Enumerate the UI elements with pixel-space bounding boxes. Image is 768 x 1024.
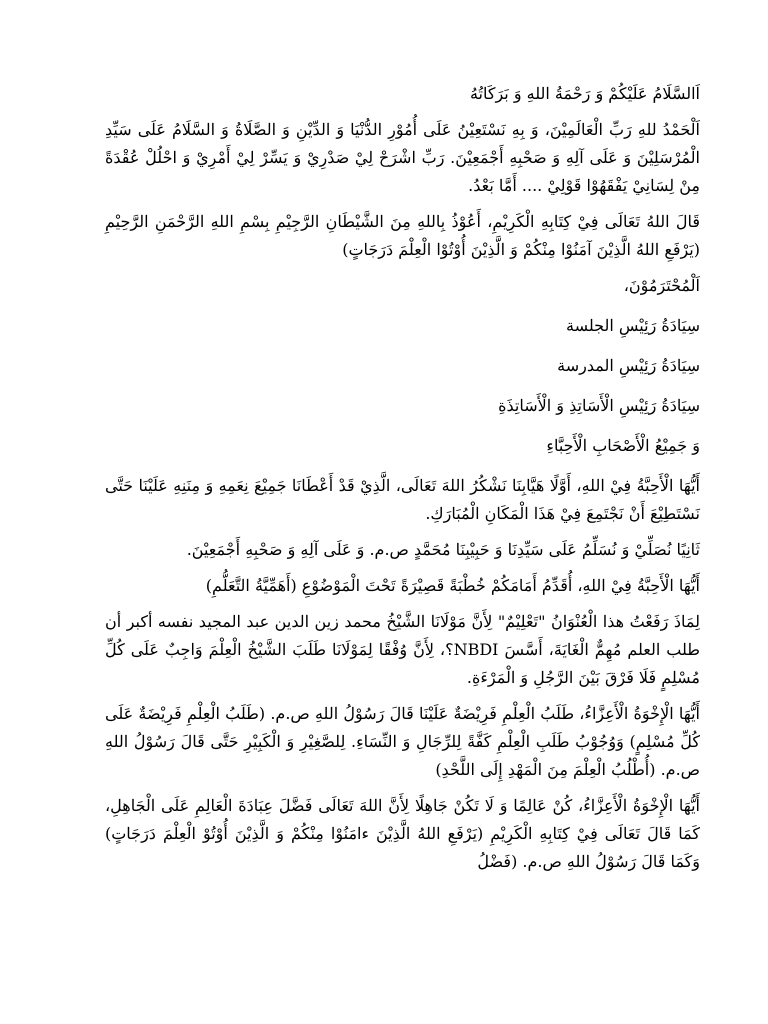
address-friends: وَ جَمِيْعُ الْأَصْحَابِ الْأَحِبَّاءِ bbox=[546, 436, 700, 455]
address-chair: سِيَادَةُ رَئِيْسِ الجلسة bbox=[566, 316, 700, 335]
topic-paragraph: أَيُّهَا الْأَحِبَّةُ فِيْ اللهِ، أُقَدِّمُ أَمَامَكُمْ خُطْبَةً قَصِيْرَةً تَحْتَ الْمَوْضُوْعِ (أَهَمِّيَّةُ التَّعَلُّمِ) bbox=[205, 576, 700, 595]
obligation-paragraph: أَيُّهَا الْإِخْوَةُ الْأَعِزَّاءُ، طَلَبُ الْعِلْمِ فَرِيْضَةٌ عَلَيْنَا قَالَ رَسُوْلُ اللهِ ص.م. (طَلَبُ الْعِلْمِ فَرِيْضَةٌ عَلَى كُلِّ مُسْلِمٍ) وَوُجُوْبُ طَلَبِ الْعِلْمِ كَفَّةً لِلرِّجَالِ وَ النِّسَاءِ. لِلصَّغِيْرِ وَ الْكَبِيْرِ حَتَّى قَالَ رَسُوْلُ اللهِ ص.م. (أُطْلُبُ الْعِلْمَ مِنَ الْمَهْدِ إِلَى اللَّحْدِ) bbox=[105, 704, 700, 779]
greeting: اَالسَّلَامُ عَلَيْكُمْ وَ رَحْمَةُ اللهِ وَ بَرَكَاتُهُ bbox=[469, 84, 700, 103]
reason-paragraph: لِمَاذَ رَفَعْتُ هذا الْعُنْوَانُ "تَعْلِيْمٌ" لِأَنَّ مَوْلَانَا الشَّيْخُ محمد زين الدين عبد المجيد نفسه أكبر أن طلب العلم مُهِمٌّ الْغَايَةَ، أَسَّسَ NBDI؟، لِأَنَّ وُفْقًا لِمَوْلَانَا طَلَبَ الشَّيْخُ الْعِلْمَ وَاجِبٌ عَلَى كُلِّ مُسْلِمٍ فَلَا فَرْقَ بَيْنَ الرَّجُلِ وَ الْمَرْءَةِ. bbox=[105, 612, 701, 687]
quran-quote: قَالَ اللهُ تَعَالَى فِيْ كِتَابِهِ الْكَرِيْمِ، أَعُوْذُ بِاللهِ مِنَ الشَّيْطَانِ الرَّجِيْمِ بِسْمِ اللهِ الرَّحْمَنِ الرَّحِيْمِ (يَرْفَعِ اللهُ الَّذِيْنَ آمَنُوْا مِنْكُمْ وَ الَّذِيْنَ أُوْتُوْا الْعِلْمَ دَرَجَاتٍ) bbox=[105, 212, 700, 259]
thanks-paragraph: أَيُّهَا الْأَحِبَّةُ فِيْ اللهِ، أَوَّلًا هَيَّابِنَا نَشْكُرُ اللهَ تَعَالَى، الَّذِيْ قَدْ أَعْطَانَا جَمِيْعَ نِعَمِهِ وَ مِنَنِهِ عَلَيْنَا حَتَّى نَسْتَطِيْعَ أَنْ نَجْتَمِعَ فِيْ هَذَا الْمَكَانِ الْمُبَارَكِ. bbox=[105, 476, 700, 523]
address-teachers: سِيَادَةُ رَئِيْسِ الْأَسَاتِذِ وَ الْأَسَاتِذَةِ bbox=[498, 396, 700, 415]
document-body bbox=[105, 80, 700, 884]
salawat-paragraph: ثَانِيًا نُصَلِّيْ وَ نُسَلِّمُ عَلَى سَيِّدِنَا وَ حَبِيْبِنَا مُحَمَّدٍ ص.م. وَ عَلَى آلِهِ وَ صَحْبِهِ أَجْمَعِيْنَ. bbox=[186, 540, 700, 559]
salutation: اَلْمُحْتَرَمُوْنَ، bbox=[623, 276, 700, 295]
virtue-paragraph: أَيُّهَا الْإِخْوَةُ الْأَعِزَّاءُ، كُنْ عَالِمًا وَ لَا تَكُنْ جَاهِلًا لِأَنَّ اللهَ تَعَالَى فَضَّلَ عِبَادَةَ الْعَالِمِ عَلَى الْجَاهِلِ، كَمَا قَالَ تَعَالَى فِيْ كِتَابِهِ الْكَرِيْمِ (يَرْفَعِ اللهُ الَّذِيْنَ ءامَنُوْا مِنْكُمْ وَ الَّذِيْنَ أُوْتُوْ الْعِلْمَ دَرَجَاتٍ) وَكَمَا قَالَ رَسُوْلُ اللهِ ص.م. (فَضْلُ bbox=[105, 796, 700, 871]
address-school-head: سِيَادَةُ رَئِيْسِ المدرسة bbox=[557, 356, 700, 375]
opening-praise: اَلْحَمْدُ للهِ رَبِّ الْعَالَمِيْنَ، وَ بِهِ نَسْتَعِيْنُ عَلَى أُمُوْرِ الدُّنْيَا وَ الدِّيْنِ وَ الصَّلَاةُ وَ السَّلَامُ عَلَى سَيِّدِ الْمُرْسَلِيْنَ وَ عَلَى آلِهِ وَ صَحْبِهِ أَجْمَعِيْنَ. رَبِّ اشْرَحْ لِيْ صَدْرِيْ وَ يَسِّرْ لِيْ أَمْرِيْ وَ احْلُلْ عُقْدَةً مِنْ لِسَانِيْ يَفْقَهُوْا قَوْلِيْ .... أَمَّا بَعْدُ. bbox=[105, 120, 700, 195]
